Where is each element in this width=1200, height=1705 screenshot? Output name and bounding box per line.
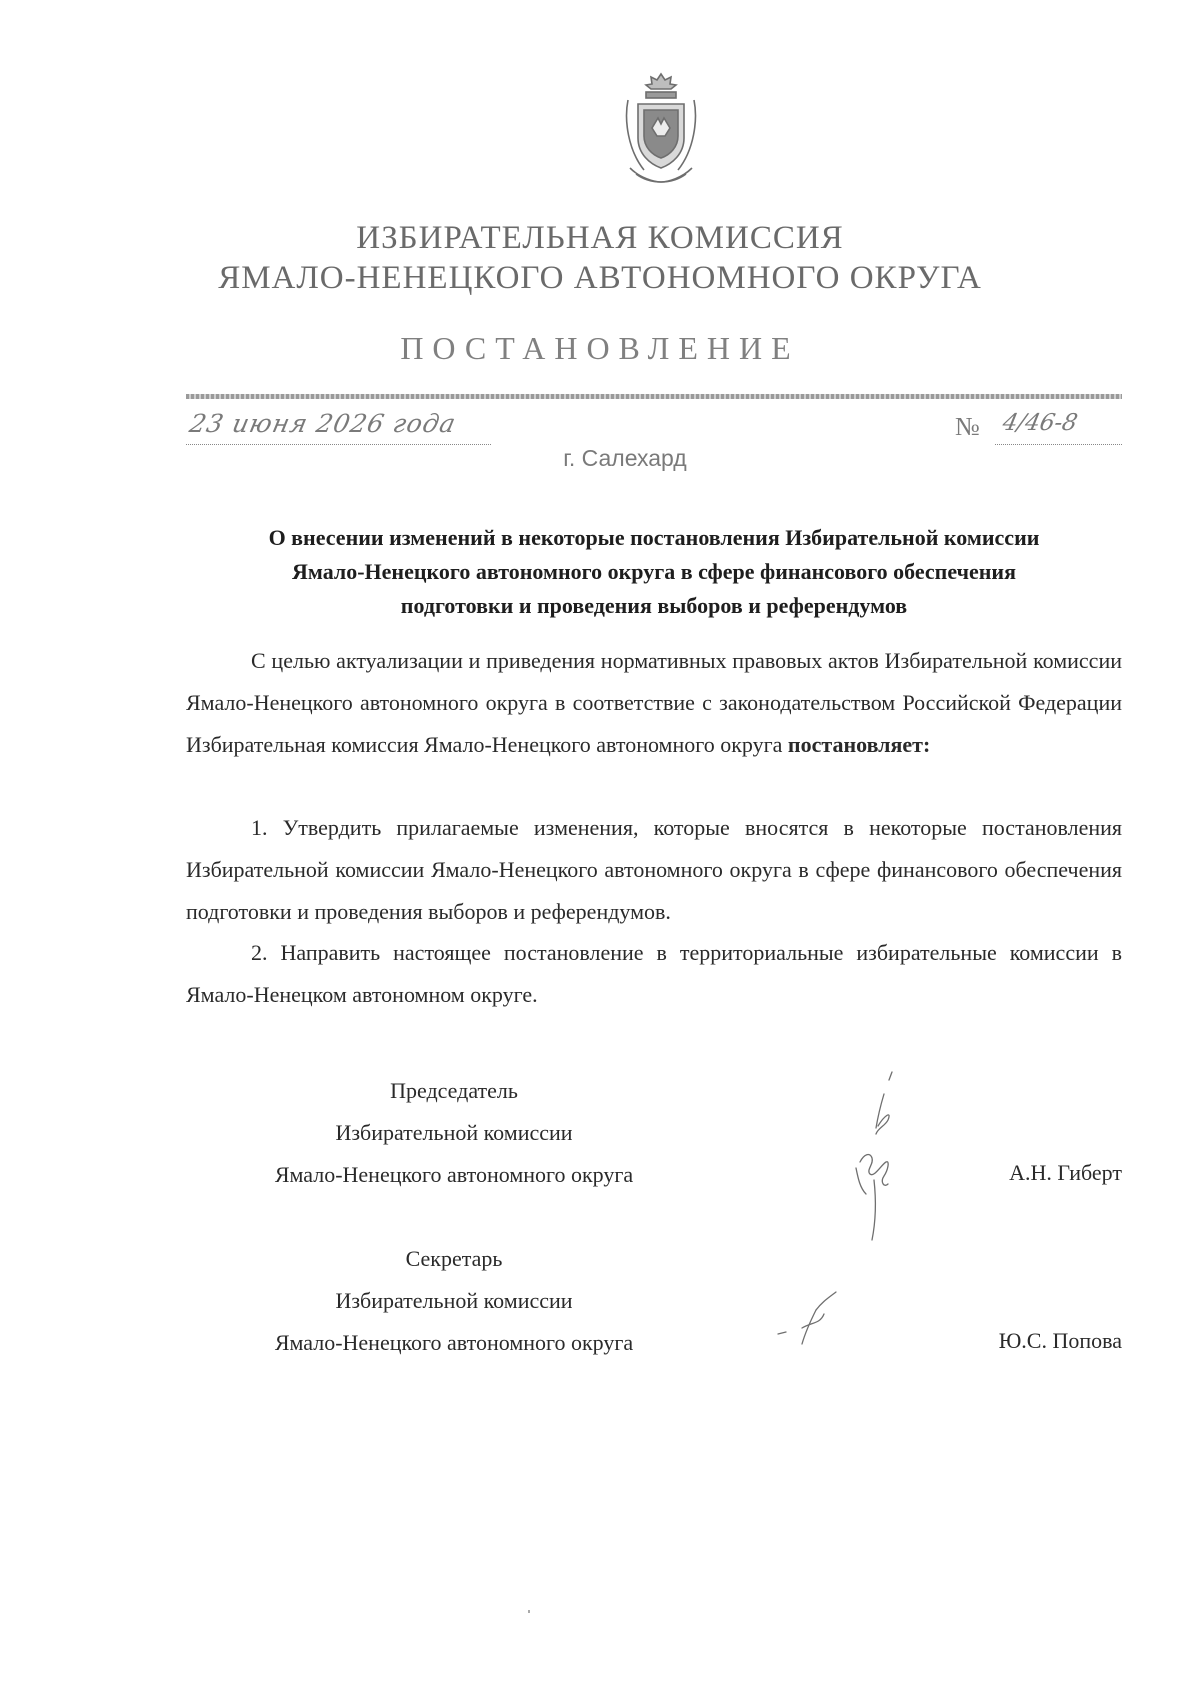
org-title-line2: ЯМАЛО-НЕНЕЦКОГО АВТОНОМНОГО ОКРУГА [218,260,982,296]
org-title-line1: ИЗБИРАТЕЛЬНАЯ КОМИССИЯ [356,220,844,256]
scan-speck [528,1610,530,1613]
item-1-paragraph: 1. Утвердить прилагаемые изменения, которые вносятся в некоторые постановления Избирательной комиссии Ямало-Ненецкого автономного округа в сфере финансового обеспечения подготовки и проведения выборов и референдумов. [186,815,1122,924]
chair-title [186,1070,722,1196]
coat-of-arms-icon [618,70,704,188]
city: г. Салехард [563,445,687,471]
number-handwritten: 4/46-8 [1000,410,1080,436]
date-handwritten: 23 июня 2026 года [186,409,459,438]
secretary-signature [772,1290,862,1350]
chair-title-line: Председатель [390,1078,518,1103]
chair-title-line: Избирательной комиссии [335,1120,573,1145]
secretary-title-line: Избирательной комиссии [335,1288,573,1313]
secretary-name: Ю.С. Попова [998,1328,1122,1353]
chair-title-line: Ямало-Ненецкого автономного округа [274,1162,634,1187]
document-subject [186,521,1122,623]
subject-line: О внесении изменений в некоторые постановления Избирательной комиссии [268,525,1040,550]
secretary-title-line: Секретарь [405,1246,503,1271]
resolves-word: постановляет: [787,732,931,757]
chair-signature [830,1070,930,1260]
subject-line: Ямало-Ненецкого автономного округа в сфере финансового обеспечения [291,559,1017,584]
preamble-paragraph [186,640,1122,766]
chair-name: А.Н. Гиберт [1009,1160,1122,1185]
subject-line: подготовки и проведения выборов и референдумов [400,593,908,618]
preamble-text: С целью актуализации и приведения нормативных правовых актов Избирательной комиссии Ямало-Ненецкого автономного округа в соответствие с законодательством Российской Федерации Избирательная комиссия Ямало-Ненецкого автономного округа [186,648,1122,757]
item-2-paragraph: 2. Направить настоящее постановление в территориальные избирательные комиссии в Ямало-Ненецком автономном округе. [186,940,1122,1007]
document-type: ПОСТАНОВЛЕНИЕ [400,330,800,366]
secretary-title [186,1238,722,1364]
secretary-title-line: Ямало-Ненецкого автономного округа [274,1330,634,1355]
number-label: № [955,412,980,441]
header-rule [186,394,1122,399]
